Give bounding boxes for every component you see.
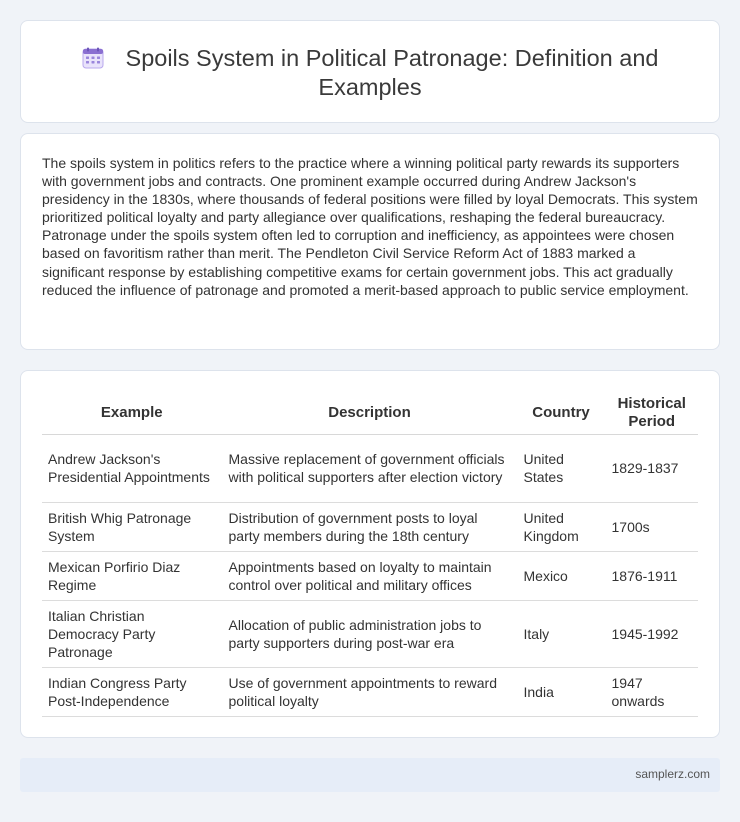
- table-row: [42, 502, 698, 551]
- summary-card: [20, 133, 720, 350]
- cell-period: 1700s: [605, 502, 698, 551]
- examples-table: [42, 393, 698, 717]
- header-description: Description: [222, 393, 517, 434]
- cell-description: Use of government appointments to reward political loyalty: [222, 667, 517, 716]
- cell-country: Italy: [517, 600, 605, 667]
- cell-example: Mexican Porfirio Diaz Regime: [42, 551, 222, 600]
- cell-period: 1947 onwards: [605, 667, 698, 716]
- cell-description: Distribution of government posts to loyal party members during the 18th century: [222, 502, 517, 551]
- header-historical-period: Historical Period: [605, 393, 698, 434]
- cell-description: Allocation of public administration jobs to party supporters during post-war era: [222, 600, 517, 667]
- cell-description: Massive replacement of government officials with political supporters after election victory: [222, 434, 517, 502]
- cell-period: 1829-1837: [605, 434, 698, 502]
- calendar-icon: [82, 47, 104, 69]
- header-country: Country: [517, 393, 605, 434]
- table-row: [42, 600, 698, 667]
- page-heading: [21, 44, 719, 102]
- table-row: [42, 667, 698, 716]
- cell-example: British Whig Patronage System: [42, 502, 222, 551]
- examples-table-card: [20, 370, 720, 738]
- footer-bar: [20, 758, 720, 792]
- cell-example: Andrew Jackson's Presidential Appointments: [42, 434, 222, 502]
- footer-site-link[interactable]: samplerz.com: [635, 767, 710, 781]
- cell-example: Italian Christian Democracy Party Patronage: [42, 600, 222, 667]
- table-header-row: [42, 393, 698, 434]
- cell-period: 1876-1911: [605, 551, 698, 600]
- title-card: [20, 20, 720, 123]
- cell-period: 1945-1992: [605, 600, 698, 667]
- summary-paragraph: The spoils system in politics refers to the practice where a winning political party rewards its supporters with government jobs and contracts. One prominent example occurred during Andrew Jackson's presidency in the 1830s, where thousands of federal positions were filled by loyal Democrats. This system prioritized political loyalty and party allegiance over qualifications, reshaping the federal bureaucracy. Patronage under the spoils system often led to corruption and inefficiency, as appointees were chosen based on favoritism rather than merit. The Pendleton Civil Service Reform Act of 1883 marked a significant response by establishing competitive exams for certain government jobs. This act gradually reduced the influence of patronage and promoted a merit-based approach to public service employment.: [42, 155, 698, 298]
- table-row: [42, 551, 698, 600]
- header-example: Example: [42, 393, 222, 434]
- cell-example: Indian Congress Party Post-Independence: [42, 667, 222, 716]
- cell-description: Appointments based on loyalty to maintain control over political and military offices: [222, 551, 517, 600]
- cell-country: United States: [517, 434, 605, 502]
- page-title: Spoils System in Political Patronage: Definition and Examples: [125, 45, 659, 100]
- cell-country: India: [517, 667, 605, 716]
- cell-country: United Kingdom: [517, 502, 605, 551]
- table-row: [42, 434, 698, 502]
- cell-country: Mexico: [517, 551, 605, 600]
